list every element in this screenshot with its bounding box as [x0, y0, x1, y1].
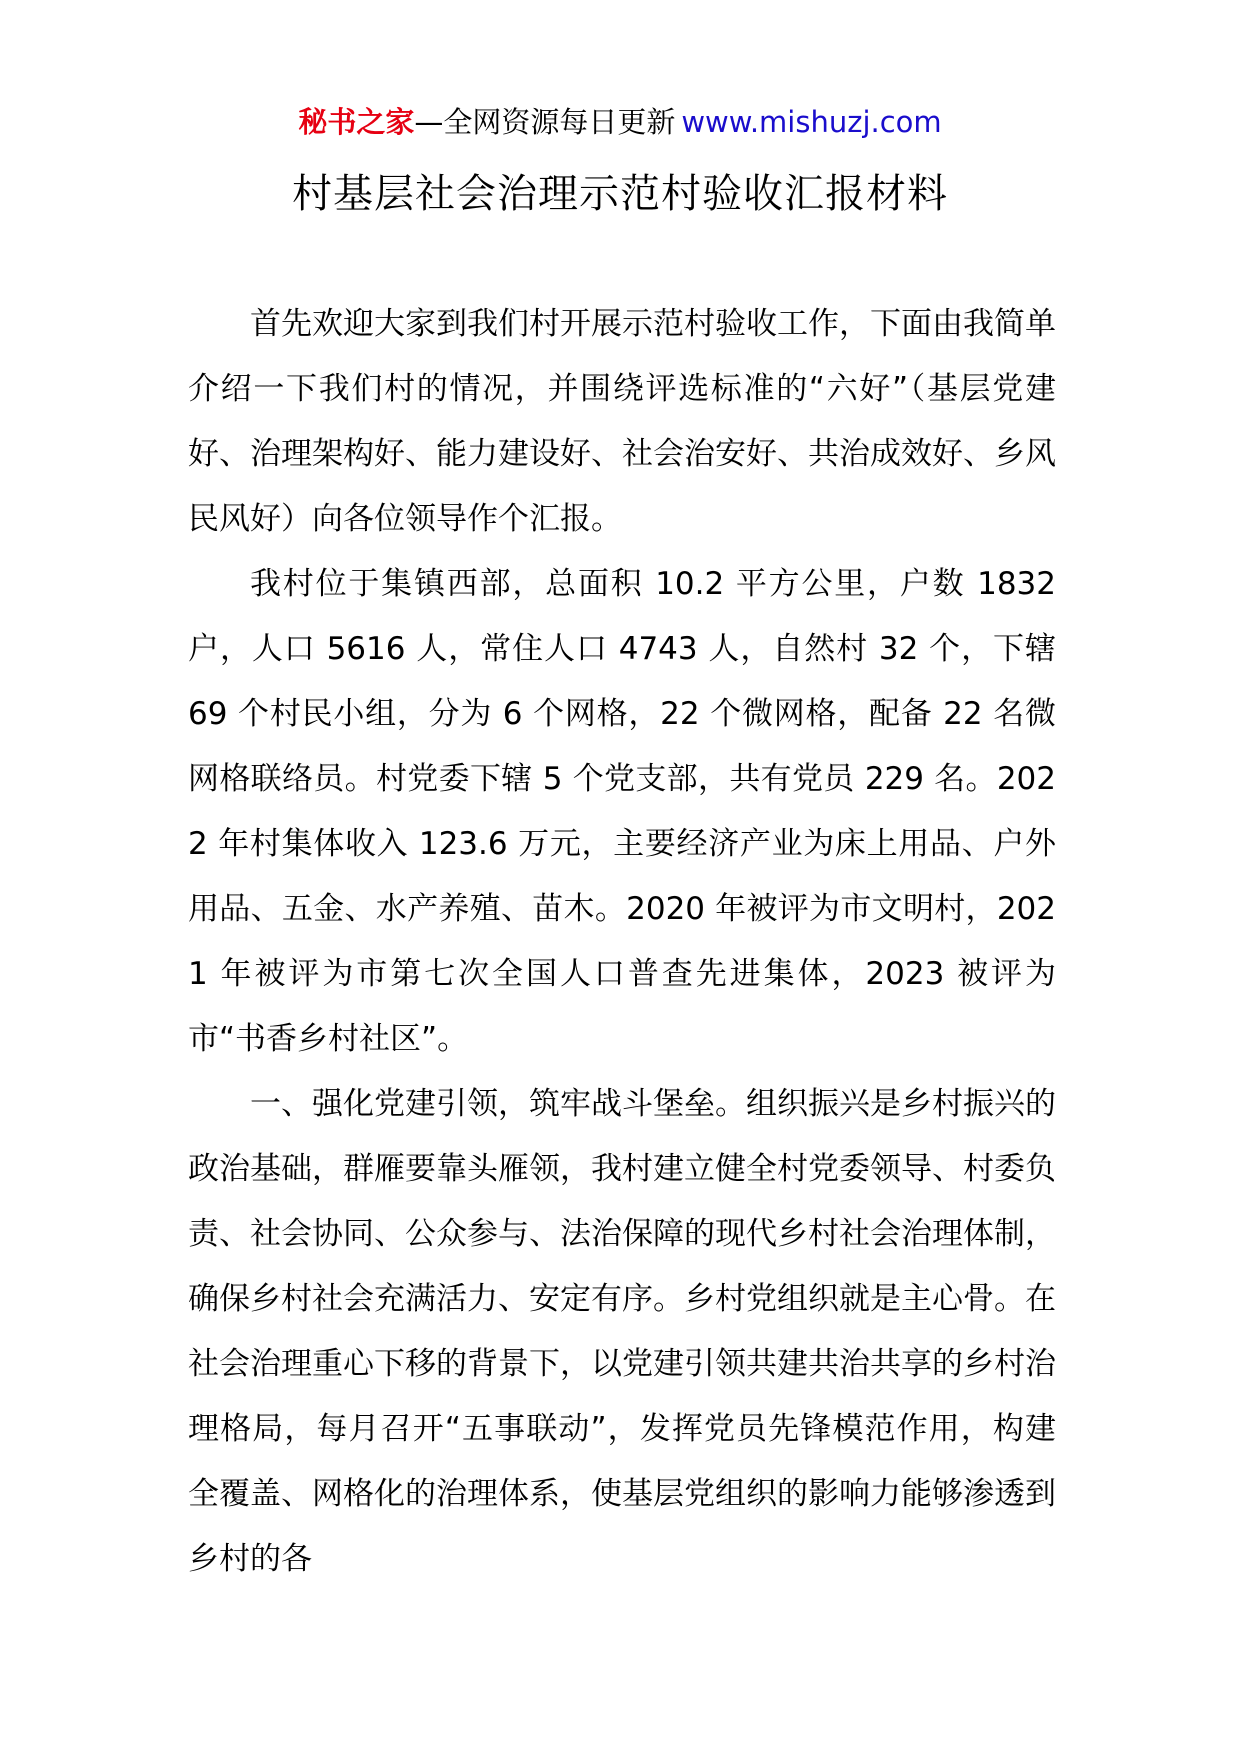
paragraph-section-1: [188, 1072, 1056, 1592]
document-title: 村基层社会治理示范村验收汇报材料: [292, 171, 948, 217]
brand-name: 秘书之家: [298, 105, 415, 139]
section-1-heading: 一、强化党建引领，筑牢战斗堡垒。: [250, 1086, 746, 1122]
site-url-link[interactable]: www.mishuzj.com: [681, 105, 942, 139]
section-1-text: 组织振兴是乡村振兴的政治基础，群雁要靠头雁领，我村建立健全村党委领导、村委负责、社会协同、公众参与、法治保障的现代乡村社会治理体制，确保乡村社会充满活力、安定有序。乡村党组织就是主心骨。在社会治理重心下移的背景下，以党建引领共建共治共享的乡村治理格局，每月召开“五事联动”，发挥党员先锋模范作用，构建全覆盖、网格化的治理体系，使基层党组织的影响力能够渗透到乡村的各: [188, 1086, 1056, 1577]
paragraph-intro: 首先欢迎大家到我们村开展示范村验收工作，下面由我简单介绍一下我们村的情况，并围绕评选标准的“六好”（基层党建好、治理架构好、能力建设好、社会治安好、共治成效好、乡风民风好）向各位领导作个汇报。: [188, 306, 1056, 537]
header-tagline: —全网资源每日更新: [414, 105, 676, 139]
paragraph-village-overview: 我村位于集镇西部，总面积 10.2 平方公里，户数 1832 户，人口 5616 人，常住人口 4743 人，自然村 32 个，下辖 69 个村民小组，分为 6 个网格，22 个微网格，配备 22 名微网格联络员。村党委下辖 5 个党支部，共有党员 229 名。2022 年村集体收入 123.6 万元，主要经济产业为床上用品、户外用品、五金、水产养殖、苗木。2020 年被评为市文明村，2021 年被评为市第七次全国人口普查先进集体，2023 被评为市“书香乡村社区”。: [188, 566, 1056, 1057]
site-header: [0, 102, 1240, 142]
document-body: [188, 292, 1056, 1592]
